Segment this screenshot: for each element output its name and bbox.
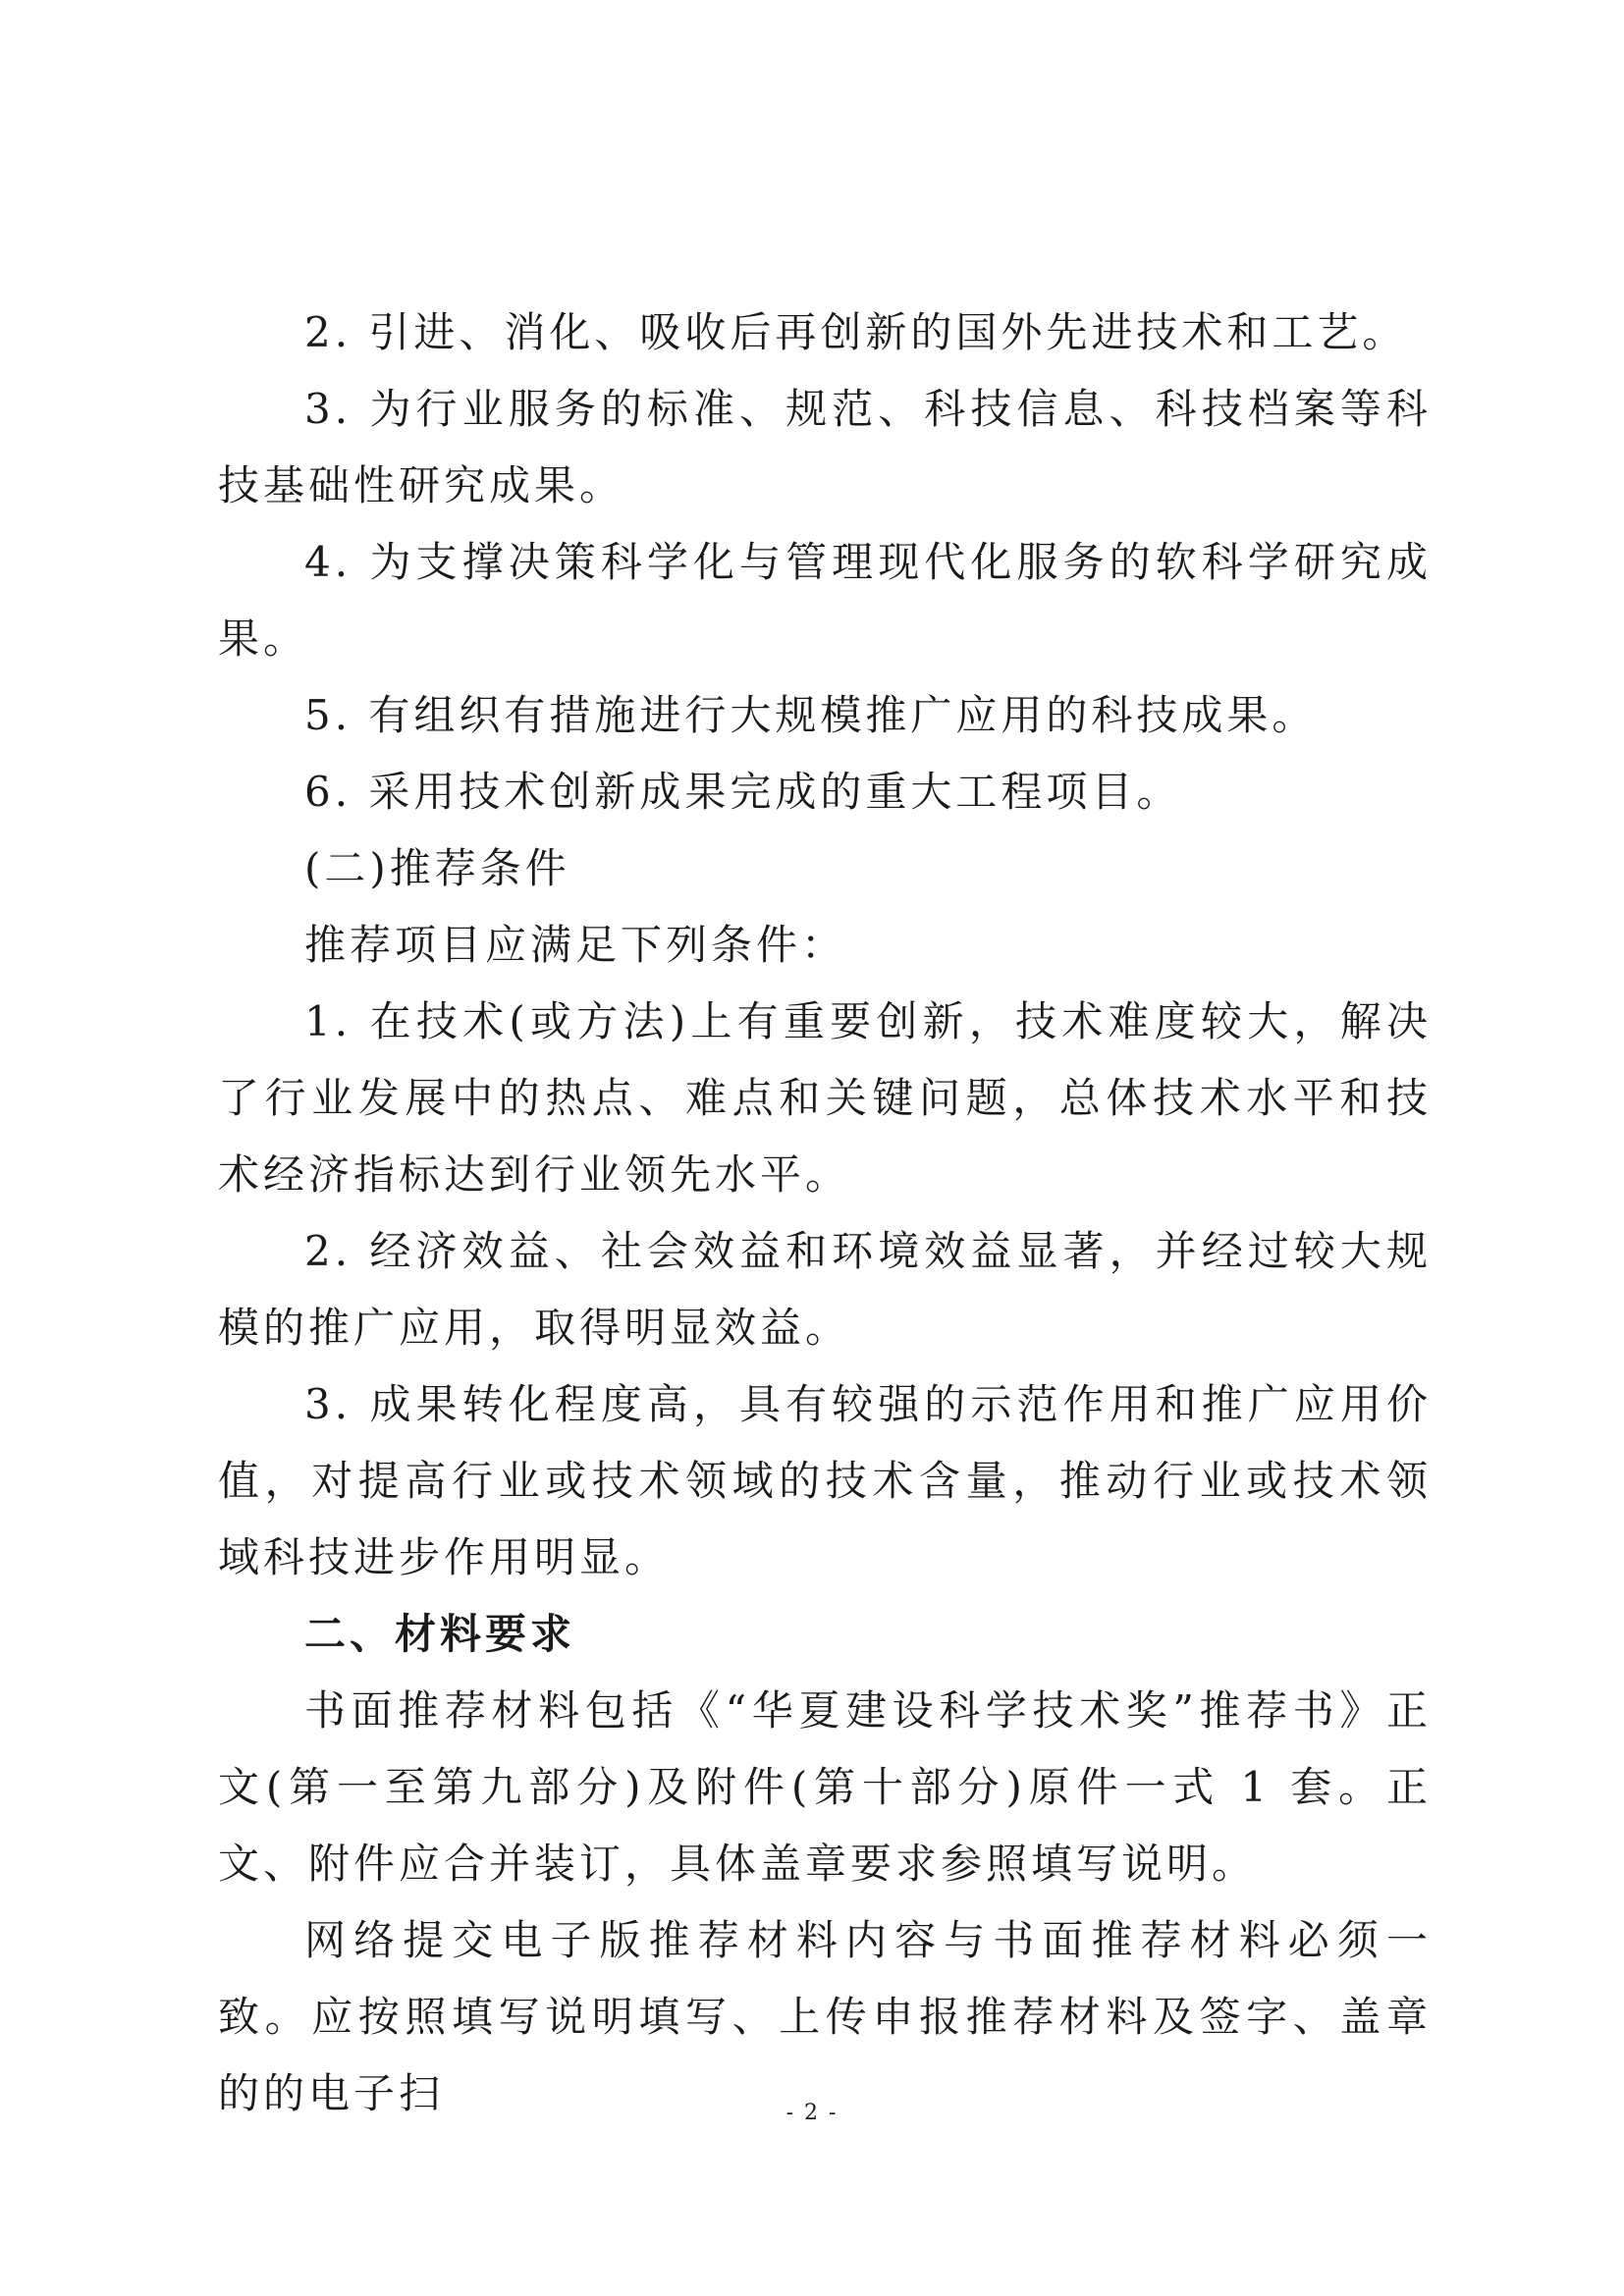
list-item: 4. 为支撑决策科学化与管理现代化服务的软科学研究成果。 xyxy=(218,538,1432,663)
paragraph: 推荐项目应满足下列条件： xyxy=(304,921,847,969)
list-item: 1. 在技术(或方法)上有重要创新，技术难度较大，解决了行业发展中的热点、难点和关键问题，总体技术水平和技术经济指标达到行业领先水平。 xyxy=(218,997,1432,1199)
list-item: 3. 为行业服务的标准、规范、科技信息、科技档案等科技基础性研究成果。 xyxy=(218,385,1432,509)
subsection-heading: (二)推荐条件 xyxy=(304,844,570,892)
paragraph: 书面推荐材料包括《“华夏建设科学技术奖”推荐书》正文(第一至第九部分)及附件(第十部分)原件一式 1 套。正文、附件应合并装订，具体盖章要求参照填写说明。 xyxy=(218,1686,1432,1888)
section-heading: 二、材料要求 xyxy=(304,1610,576,1658)
list-item: 2. 经济效益、社会效益和环境效益显著，并经过较大规模的推广应用，取得明显效益。 xyxy=(218,1227,1432,1352)
page-number: - 2 - xyxy=(785,2101,839,2125)
list-item: 5. 有组织有措施进行大规模推广应用的科技成果。 xyxy=(304,691,1318,739)
list-item: 3. 成果转化程度高，具有较强的示范作用和推广应用价值，对提高行业或技术领域的技术含量，推动行业或技术领域科技进步作用明显。 xyxy=(218,1380,1432,1581)
list-item: 2. 引进、消化、吸收后再创新的国外先进技术和工艺。 xyxy=(304,308,1408,356)
paragraph: 网络提交电子版推荐材料内容与书面推荐材料必须一致。应按照填写说明填写、上传申报推荐材料及签字、盖章的的电子扫 xyxy=(218,1916,1432,2117)
document-body xyxy=(218,294,1432,2132)
list-item: 6. 采用技术创新成果完成的重大工程项目。 xyxy=(304,768,1182,816)
